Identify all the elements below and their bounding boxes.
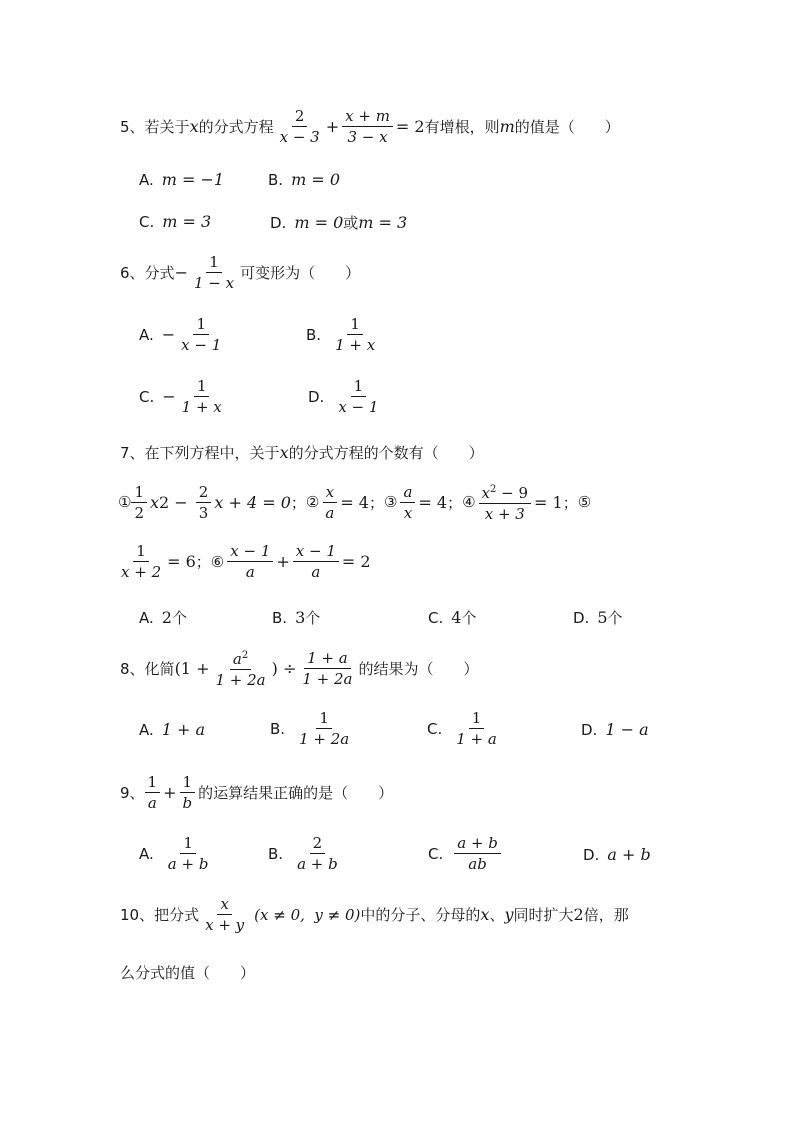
q7-eq3-marker: ③ [384,493,398,511]
q9-option-b[interactable]: B. $\frac{2}{a + b}$ [268,834,338,873]
q9-option-d[interactable]: D. a + b [583,845,651,864]
q8-option-b[interactable]: B. $\frac{1}{1 + 2a}$ [270,709,350,748]
q5-number: 5、 [120,118,145,136]
q6-option-b[interactable]: B. $\frac{1}{1 + x}$ [306,315,376,354]
q10-number: 10、 [120,906,155,924]
q7-eq2-marker: ② [305,493,320,511]
q7-option-b[interactable]: B. 3 个 [272,608,321,627]
q6-fraction: $\frac{1}{1 - x}$ [193,253,235,292]
q7-number: 7、 [120,444,145,462]
q7-option-c[interactable]: C. 4 个 [428,608,477,627]
q5-text-4: 的值是（ ） [514,118,620,136]
q7-option-d[interactable]: D. 5 个 [573,608,623,627]
q10-stem: 10、 把分式 $\frac{x}{x + y}$ (x ≠ 0, y ≠ 0) 中的分子、分母的 x 、 y 同时扩大 2 倍，那 [120,895,629,934]
q7-eq1-marker: ① [118,493,132,511]
q6-stem: 6、 分式 − $\frac{1}{1 - x}$ 可变形为（ ） [120,253,361,292]
q6-option-c[interactable]: C. − $\frac{1}{1 + x}$ [139,377,222,416]
q7-stem: 7、 在下列方程中，关于 x 的分式方程的个数有（ ） [120,443,484,462]
q5-option-a[interactable]: A. m = −1 [139,170,225,189]
q7-eq5-marker: ⑤ [577,493,592,511]
q8-option-a[interactable]: A. 1 + a [139,720,206,739]
q5-option-b[interactable]: B. m = 0 [268,170,340,189]
q5-var-x: x [189,117,199,136]
q5-plus: + [325,117,340,136]
q5-text-3: 有增根，则 [424,118,500,136]
q6-number: 6、 [120,264,145,282]
q5-fraction-2: $\frac{x + m}{3 - x}$ [342,106,393,147]
q8-option-d[interactable]: D. 1 − a [581,720,649,739]
q5-option-c[interactable]: C. m = 3 [139,212,212,231]
q8-option-c[interactable]: C. $\frac{1}{1 + a}$ [427,709,497,748]
q7-equations-line-1: ① $\frac{1}{2}$ x 2 − $\frac{2}{3}$ x + 4 = 0 ； ② $\frac{x}{a}$ = 4 ； ③ $\frac{a}{x}$ = 4 ； ④ $\frac{x^2 - 9}{x + 3}$ = 1 ； ⑤ [118,480,591,524]
q5-text-1: 若关于 [144,118,190,136]
q10-stem-line-2: 么分式的值（ ） [120,964,256,982]
q9-stem: 9、 $\frac{1}{a}$ + $\frac{1}{b}$ 的运算结果正确的是（ ） [120,773,394,812]
q8-number: 8、 [120,659,145,678]
q5-option-d[interactable]: D. m = 0 或 m = 3 [270,213,408,232]
q5-stem [120,106,620,147]
q9-option-c[interactable]: C. $\frac{a + b}{ab}$ [428,833,504,874]
q6-option-a[interactable]: A. − $\frac{1}{x - 1}$ [139,315,222,354]
q7-equations-line-2: $\frac{1}{x + 2}$ = 6 ； ⑥ $\frac{x - 1}{a}$ + $\frac{x - 1}{a}$ = 2 [121,542,371,581]
q7-eq4-marker: ④ [462,493,476,511]
q5-text-2: 的分式方程 [198,118,274,136]
q9-option-a[interactable]: A. $\frac{1}{a + b}$ [139,834,209,873]
q5-var-m: m [499,117,515,136]
q7-eq6-marker: ⑥ [210,552,225,571]
q8-stem: 8、 化简 (1 + $\frac{a^2}{1 + 2a}$ ) ÷ $\frac{1 + a}{1 + 2a}$ 的结果为（ ） [120,646,479,690]
q5-fraction-1: $\frac{2}{x - 3}$ [279,107,320,146]
q7-option-a[interactable]: A. 2 个 [139,608,187,627]
q6-option-d[interactable]: D. $\frac{1}{x - 1}$ [308,377,379,416]
q5-equals: = 2 [395,117,425,136]
q9-number: 9、 [120,784,145,802]
